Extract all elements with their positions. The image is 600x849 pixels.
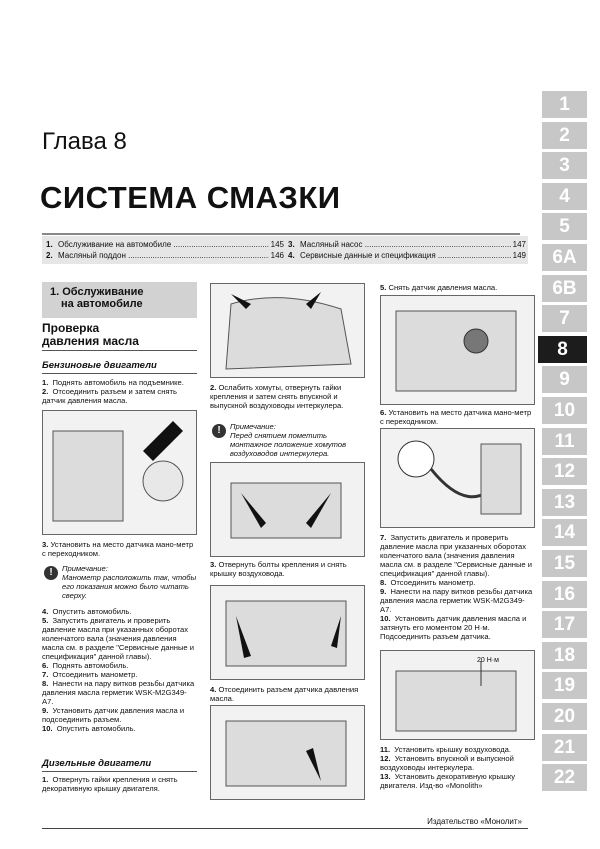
- duct-cover-illustration: [211, 586, 364, 679]
- toc-page: 149: [512, 251, 526, 260]
- col3-step-5: [380, 283, 535, 292]
- figure-duct-cover: [210, 585, 365, 680]
- intercooler-illustration: [211, 463, 364, 556]
- step-text: Установить крышку воздуховода.: [394, 745, 511, 754]
- chapter-tab-6b[interactable]: 6B: [542, 275, 587, 302]
- page-title: СИСТЕМА СМАЗКИ: [40, 180, 341, 215]
- note-label: Примечание:: [62, 564, 108, 573]
- step-item: [42, 387, 197, 405]
- chapter-tab-10[interactable]: 10: [542, 397, 587, 424]
- diesel-divider: [42, 771, 197, 772]
- figure-engine-cover: [210, 283, 365, 378]
- step-item: [42, 670, 197, 679]
- section-heading: [42, 282, 197, 318]
- step-item: [380, 745, 535, 754]
- step-number: 6.: [380, 408, 387, 417]
- step-number: 10.: [42, 724, 53, 733]
- chapter-label: Глава 8: [42, 128, 127, 155]
- chapter-tab-17[interactable]: 17: [542, 611, 587, 638]
- figure-gauge-installed: [380, 428, 535, 528]
- step-text: Установить впускной и выпускной воздуховоды интеркулера.: [380, 754, 514, 772]
- note-1: [62, 564, 197, 600]
- chapter-tab-20[interactable]: 20: [542, 703, 587, 730]
- chapter-tab-2[interactable]: 2: [542, 122, 587, 149]
- gauge-illustration: [381, 429, 534, 527]
- step-text: Отсоединить разъем датчика давления масла.: [210, 685, 359, 703]
- step-item: [42, 706, 197, 724]
- toc-num: 4.: [288, 251, 295, 260]
- step-text: Нанести на пару витков резьбы датчика давления масла герметик WSK-M2G349-A7.: [42, 679, 195, 706]
- section-number: 1.: [50, 286, 60, 298]
- step-item: [42, 724, 197, 733]
- step-text: Поднять автомобиль на подъемнике.: [52, 378, 184, 387]
- toc-label: Обслуживание на автомобиле .....: [58, 239, 269, 250]
- section-title-2: на автомобиле: [61, 298, 143, 310]
- toc-entry[interactable]: [46, 250, 284, 261]
- step-number: 13.: [380, 772, 391, 781]
- diesel-heading: Дизельные двигатели: [42, 758, 152, 769]
- step-item: [42, 616, 197, 661]
- toc-label: Масляный насос .....: [300, 239, 511, 250]
- col3-steps-b: [380, 533, 535, 641]
- step-text: Запустить двигатель и проверить давление масла при указанных оборотах коленчатого вала (значения давления масла см. в разделе "Сервисные данные и спецификация" данной главы).: [42, 616, 194, 661]
- toc-page: 147: [512, 240, 526, 249]
- subsection-line-2: давления масла: [42, 334, 139, 348]
- engine-sensor-illustration: [43, 411, 196, 534]
- col2-step-3: [210, 560, 365, 578]
- step-number: 5.: [42, 616, 49, 625]
- step-item: [380, 772, 535, 790]
- figure-petrol-sensor: [42, 410, 197, 535]
- toc-num: 1.: [46, 240, 53, 249]
- toc-entry[interactable]: [46, 239, 284, 250]
- note-icon: !: [44, 566, 58, 580]
- step-text: Опустить автомобиль.: [52, 607, 132, 616]
- figure-sensor-connector: [210, 705, 365, 800]
- step-number: 7.: [380, 533, 387, 542]
- chapter-tab-16[interactable]: 16: [542, 581, 587, 608]
- petrol-steps-b: [42, 607, 197, 733]
- chapter-tab-21[interactable]: 21: [542, 734, 587, 761]
- note-label: Примечание:: [230, 422, 276, 431]
- chapter-tab-22[interactable]: 22: [542, 764, 587, 791]
- chapter-tab-12[interactable]: 12: [542, 458, 587, 485]
- step-number: 8.: [42, 679, 49, 688]
- step-number: 9.: [380, 587, 387, 596]
- petrol-steps-a: [42, 378, 197, 405]
- step-text: Снять датчик давления масла.: [388, 283, 498, 292]
- chapter-tab-3[interactable]: 3: [542, 152, 587, 179]
- step-text: Установить датчик давления масла и затянуть его моментом 20 Н·м. Подсоединить разъем датчика.: [380, 614, 527, 641]
- step-number: 10.: [380, 614, 391, 623]
- figure-remove-sensor: [380, 295, 535, 405]
- toc-entry[interactable]: [288, 239, 526, 250]
- step-item: [42, 679, 197, 706]
- step-number: 9.: [42, 706, 49, 715]
- petrol-divider: [42, 373, 197, 374]
- chapter-tab-11[interactable]: 11: [542, 428, 587, 455]
- chapter-tab-5[interactable]: 5: [542, 213, 587, 240]
- publisher-footer: Издательство «Монолит»: [427, 817, 522, 826]
- step-item: [42, 378, 197, 387]
- step-text: Нанести на пару витков резьбы датчика давления масла герметик WSK-M2G349-A7.: [380, 587, 533, 614]
- step-number: 2.: [210, 383, 217, 392]
- torque-label: 20 Н·м: [477, 657, 499, 664]
- chapter-tab-7[interactable]: 7: [542, 305, 587, 332]
- step-text: Отвернуть гайки крепления и снять декоративную крышку двигателя.: [42, 775, 178, 793]
- chapter-tab-9[interactable]: 9: [542, 366, 587, 393]
- toc-label: Масляный поддон .....: [58, 250, 269, 261]
- step-item: [42, 775, 197, 793]
- subsection-divider: [42, 350, 197, 351]
- title-divider: [42, 233, 520, 235]
- step-item: [380, 754, 535, 772]
- subsection-line-1: Проверка: [42, 321, 100, 335]
- toc-entry[interactable]: [288, 250, 526, 261]
- section-title-1: Обслуживание: [62, 286, 144, 298]
- connector-illustration: [211, 706, 364, 799]
- step-text: Установить датчик давления масла и подсоединить разъем.: [42, 706, 185, 724]
- step-text: Отвернуть болты крепления и снять крышку воздуховода.: [210, 560, 347, 578]
- toc-num: 3.: [288, 240, 295, 249]
- toc-label: Сервисные данные и спецификация .....: [300, 250, 511, 261]
- step-text: Установить декоративную крышку двигателя. Изд-во «Monolith»: [380, 772, 516, 790]
- chapter-tab-13[interactable]: 13: [542, 489, 587, 516]
- step-number: 4.: [210, 685, 217, 694]
- step-text: Отсоединить разъем и затем снять датчик давления масла.: [42, 387, 177, 405]
- chapter-tab-19[interactable]: 19: [542, 672, 587, 699]
- toc-num: 2.: [46, 251, 53, 260]
- step-item: [380, 587, 535, 614]
- step-number: 3.: [210, 560, 217, 569]
- petrol-step-3: [42, 540, 197, 558]
- step-number: 5.: [380, 283, 387, 292]
- step-item: [380, 614, 535, 641]
- step-text: Установить на место датчика мано-метр с переходником.: [380, 408, 532, 426]
- step-item: [42, 607, 197, 616]
- toc-left-column: [46, 239, 284, 261]
- step-number: 1.: [42, 378, 49, 387]
- step-item: [380, 533, 535, 578]
- figure-intercooler-ducts: [210, 462, 365, 557]
- step-text: Установить на место датчика мано-метр с переходником.: [42, 540, 194, 558]
- col2-step-2: [210, 383, 365, 410]
- chapter-tab-15[interactable]: 15: [542, 550, 587, 577]
- chapter-tab-4[interactable]: 4: [542, 183, 587, 210]
- engine-cover-illustration: [211, 284, 364, 377]
- chapter-tab-14[interactable]: 14: [542, 519, 587, 546]
- note-icon: !: [212, 424, 226, 438]
- diesel-steps: [42, 775, 197, 793]
- step-number: 1.: [42, 775, 49, 784]
- step-number: 8.: [380, 578, 387, 587]
- step-number: 11.: [380, 745, 391, 754]
- step-text: Отсоединить манометр.: [390, 578, 476, 587]
- col2-step-4: [210, 685, 365, 703]
- step-number: 7.: [42, 670, 49, 679]
- torque-illustration: [381, 651, 534, 739]
- footer-divider: [42, 828, 528, 829]
- chapter-tab-6a[interactable]: 6A: [542, 244, 587, 271]
- note-text: Перед снятием пометить монтажное положение хомутов воздуховодов интеркулера.: [230, 431, 347, 458]
- chapter-tab-18[interactable]: 18: [542, 642, 587, 669]
- step-number: 2.: [42, 387, 49, 396]
- toc-page: 146: [270, 251, 284, 260]
- step-number: 3.: [42, 540, 49, 549]
- step-item: [380, 578, 535, 587]
- col3-step-6: [380, 408, 535, 426]
- chapter-tab-1[interactable]: 1: [542, 91, 587, 118]
- remove-sensor-illustration: [381, 296, 534, 404]
- note-2: [230, 422, 365, 458]
- table-of-contents: [42, 236, 528, 264]
- subsection-heading: [42, 322, 197, 348]
- col3-steps-c: [380, 745, 535, 790]
- figure-sensor-torque: [380, 650, 535, 740]
- step-text: Запустить двигатель и проверить давление масла при указанных оборотах коленчатого вала (значения давления масла см. в разделе "Сервисные данные и спецификация" данной главы).: [380, 533, 532, 578]
- toc-page: 145: [270, 240, 284, 249]
- step-text: Ослабить хомуты, отвернуть гайки крепления и затем снять впускной и выпускной воздуховоды интеркулера.: [210, 383, 344, 410]
- step-item: [42, 661, 197, 670]
- step-text: Опустить автомобиль.: [56, 724, 136, 733]
- step-number: 4.: [42, 607, 49, 616]
- chapter-tab-8[interactable]: 8: [538, 336, 587, 363]
- toc-right-column: [288, 239, 526, 261]
- step-text: Отсоединить манометр.: [52, 670, 138, 679]
- petrol-heading: Бензиновые двигатели: [42, 360, 157, 371]
- step-number: 12.: [380, 754, 391, 763]
- note-text: Манометр расположить так, чтобы его показания можно было читать сверху.: [62, 573, 197, 600]
- step-text: Поднять автомобиль.: [52, 661, 129, 670]
- step-number: 6.: [42, 661, 49, 670]
